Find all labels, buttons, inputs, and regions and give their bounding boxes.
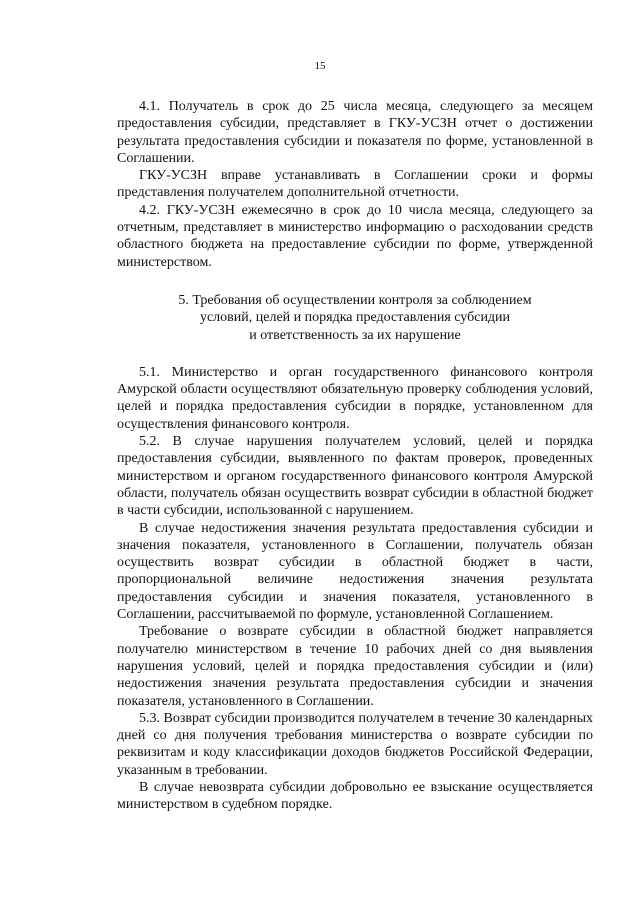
paragraph-additional-reporting: ГКУ-УСЗН вправе устанавливать в Соглашении сроки и формы представления получателем дополнительной отчетности. — [117, 168, 593, 201]
paragraph-court-recovery: В случае невозврата субсидии добровольно ее взыскание осуществляется министерством в судебном порядке. — [117, 779, 593, 813]
page-number: 15 — [314, 60, 326, 72]
paragraph-4-2: 4.2. ГКУ-УСЗН ежемесячно в срок до 10 числа месяца, следующего за отчетным, представляет в министерство информацию о расходовании средств областного бюджета на предоставление субсидии по форме, утвержденной министерством. — [117, 202, 593, 270]
section-heading-line: 5. Требования об осуществлении контроля за соблюдением — [178, 292, 532, 308]
paragraph-5-2: 5.2. В случае нарушения получателем условий, целей и порядка предоставления субсидии, выявленного по фактам проверок, проведенных министерством и органом государственного финансового контроля Амурской области, получатель обязан осуществить возврат субсидии в областной бюджет в части субсидии, использованной с нарушением. — [117, 434, 593, 519]
document-body — [117, 98, 593, 814]
paragraph-5-3: 5.3. Возврат субсидии производится получателем в течение 30 календарных дней со дня получения требования министерства о возврате субсидии по реквизитам и коду классификации доходов бюджетов Российской Федерации, указанным в требовании. — [117, 710, 593, 778]
paragraph-refund-request: Требование о возврате субсидии в областной бюджет направляется получателю министерством в течение 10 рабочих дней со дня выявления нарушения условий, целей и порядка предоставления субсидии и (или) недостижения значения результата предоставления субсидии и значения показателя, установленного в Соглашении. — [117, 624, 593, 709]
section-heading-line: и ответственность за их нарушение — [249, 327, 461, 343]
paragraph-5-1: 5.1. Министерство и орган государственного финансового контроля Амурской области осуществляют обязательную проверку соблюдения условий, целей и порядка предоставления субсидии в порядке, установленном для осуществления финансового контроля. — [117, 364, 593, 432]
section-heading-line: условий, целей и порядка предоставления субсидии — [199, 310, 511, 326]
paragraph-non-achievement: В случае недостижения значения результата предоставления субсидии и значения показателя, установленного в Соглашении, получатель обязан осуществить возврат субсидии в областной бюджет в части, пропорциональной величине недостижения значения результата предоставления субсидии и значения показателя, установленного в Соглашении, рассчитываемой по формуле, установленной Соглашением. — [117, 520, 593, 623]
section-5-heading — [117, 292, 593, 344]
paragraph-4-1: 4.1. Получатель в срок до 25 числа месяца, следующего за месяцем предоставления субсидии, представляет в ГКУ-УСЗН отчет о достижении результата предоставления субсидии и показателя по форме, установленной в Соглашении. — [117, 99, 593, 166]
